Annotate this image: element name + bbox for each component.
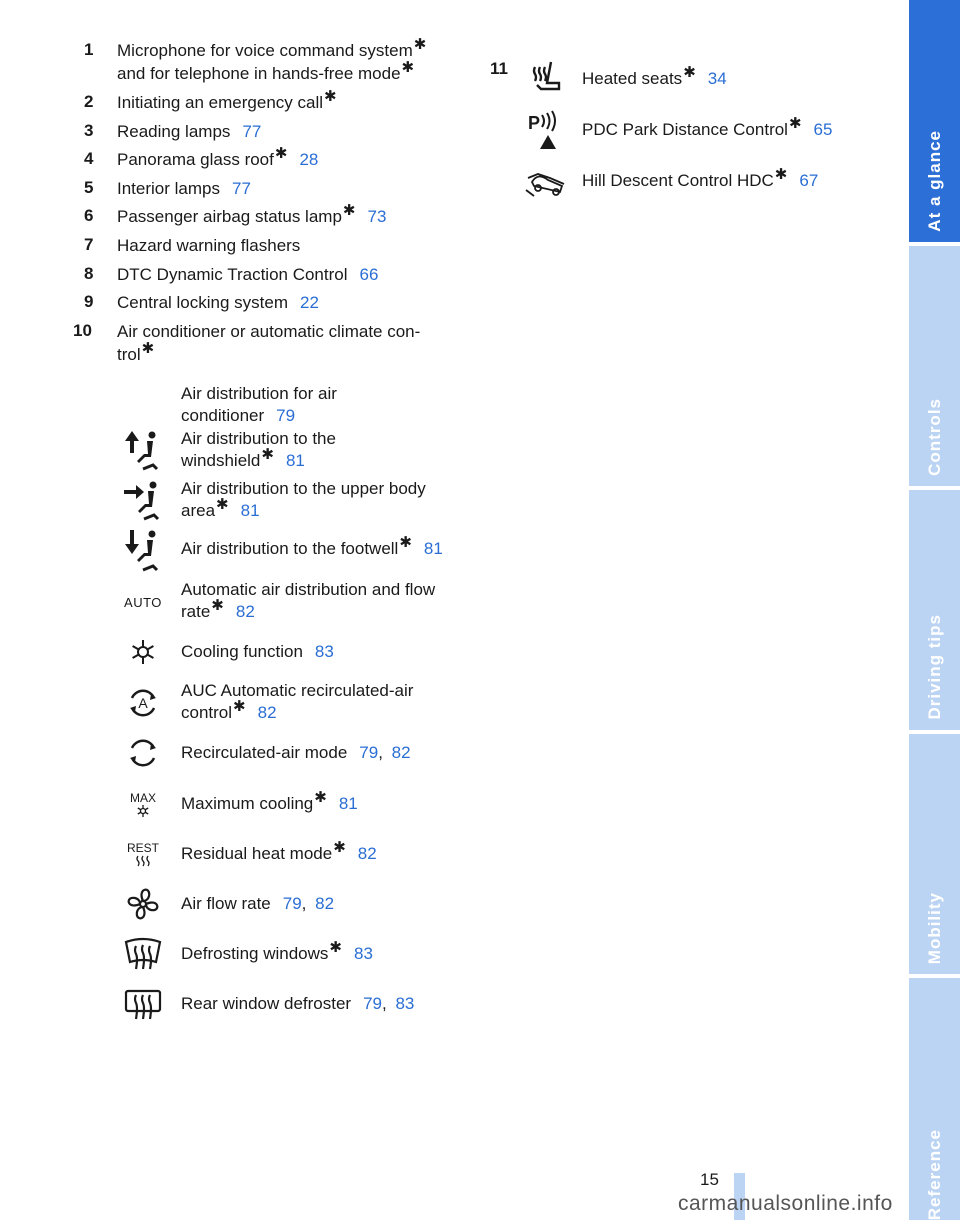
tab-reference[interactable]: Reference (909, 978, 960, 1220)
page-ref-link[interactable]: 79 (276, 406, 296, 425)
air-footwell-icon (116, 528, 170, 574)
tab-at-a-glance[interactable]: At a glance (909, 0, 960, 242)
page-ref-link[interactable]: 77 (242, 122, 262, 141)
page-ref-link[interactable]: 79 (359, 743, 379, 762)
symbol-description: Recirculated-air mode 79, 82 (181, 743, 411, 762)
item-number: 3 (84, 121, 94, 140)
item-number: 4 (84, 149, 94, 168)
item-text: Panorama glass roof✱ 28 (117, 145, 319, 169)
symbol-description: Defrosting windows✱ 83 (181, 939, 373, 963)
page-ref-link[interactable]: 79 (363, 994, 382, 1013)
hdc-icon (518, 158, 574, 204)
page-ref-link[interactable]: 83 (314, 642, 334, 661)
auc-icon (116, 680, 170, 726)
item-number: 7 (84, 235, 94, 254)
item-text: and for telephone in hands-free mode✱ (117, 59, 415, 83)
svg-text:P: P (528, 113, 541, 133)
page-ref-link[interactable]: 82 (315, 894, 335, 913)
item-number: 5 (84, 178, 94, 197)
item-text: Hazard warning flashers (117, 236, 301, 255)
item-number: 11 (490, 59, 508, 78)
item-text: Microphone for voice command system✱ (117, 36, 427, 60)
item-number: 10 (73, 321, 92, 340)
svg-text:A: A (138, 695, 148, 711)
page-ref-link[interactable]: 77 (231, 179, 251, 198)
item-text: trol✱ (117, 340, 155, 364)
fan-icon (116, 881, 170, 927)
tab-mobility[interactable]: Mobility (909, 734, 960, 974)
page-number: 15 (700, 1170, 719, 1189)
page-ref-link[interactable]: 28 (299, 150, 319, 169)
heated-seat-icon (518, 56, 574, 102)
item-text: DTC Dynamic Traction Control 66 (117, 265, 379, 284)
item-text: Initiating an emergency call✱ (117, 88, 337, 112)
symbol-description: Rear window defroster 79, 83 (181, 994, 415, 1013)
item-text: Reading lamps 77 (117, 122, 262, 141)
page-ref-link[interactable]: 73 (367, 207, 387, 226)
symbol-description: AUC Automatic recirculated-air control✱ 82 (181, 681, 414, 722)
page-ref-link[interactable]: 82 (357, 844, 377, 863)
page-ref-link[interactable]: 82 (257, 703, 277, 722)
symbol-description: Air flow rate 79, 82 (181, 894, 335, 913)
symbol-description: Residual heat mode✱ 82 (181, 839, 377, 863)
item-text: Air conditioner or automatic climate con- (117, 322, 421, 341)
symbol-description: Maximum cooling✱ 81 (181, 789, 358, 813)
watermark: carmanualsonline.info (678, 1192, 893, 1215)
symbol-description: Automatic air distribution and flow rate✱ 82 (181, 580, 436, 621)
tab-driving-tips[interactable]: Driving tips (909, 490, 960, 730)
item-text: Interior lamps 77 (117, 179, 251, 198)
item-text: Hill Descent Control HDC✱ 67 (582, 166, 819, 190)
tab-controls[interactable]: Controls (909, 246, 960, 486)
item-number: 1 (84, 40, 94, 59)
rest-icon: REST (116, 831, 170, 877)
snowflake-icon (116, 629, 170, 675)
page-ref-link[interactable]: 34 (707, 69, 727, 88)
page-ref-link[interactable]: 81 (240, 501, 260, 520)
symbol-description: Air distribution for air conditioner 79 (181, 384, 337, 425)
section-sidebar (909, 0, 960, 1220)
defrost-rear-icon (116, 981, 170, 1027)
page-ref-link[interactable]: 82 (235, 602, 255, 621)
item-number: 6 (84, 206, 94, 225)
item-text: Heated seats✱ 34 (582, 64, 727, 88)
item-text: Passenger airbag status lamp✱ 73 (117, 202, 387, 226)
page-ref-link[interactable]: 22 (300, 293, 319, 312)
page-ref-link[interactable]: 81 (338, 794, 358, 813)
item-text: PDC Park Distance Control✱ 65 (582, 115, 833, 139)
item-text: Central locking system 22 (117, 293, 319, 312)
item-number: 8 (84, 264, 94, 283)
page-ref-link[interactable]: 65 (813, 120, 833, 139)
item-number: 9 (84, 292, 94, 311)
symbol-description: Air distribution to the upper body area✱ 81 (181, 479, 426, 520)
recirculation-icon (116, 730, 170, 776)
symbol-description: Air distribution to the footwell✱ 81 (181, 534, 443, 558)
auto-icon: AUTO (124, 594, 162, 610)
air-upper-body-icon (116, 478, 170, 524)
page-ref-link[interactable]: 82 (391, 743, 411, 762)
air-windshield-icon (116, 428, 170, 474)
page-ref-link[interactable]: 83 (395, 994, 415, 1013)
defrost-front-icon (116, 931, 170, 977)
page-ref-link[interactable]: 83 (353, 944, 373, 963)
page-ref-link[interactable]: 81 (285, 451, 305, 470)
page-ref-link[interactable]: 67 (799, 171, 819, 190)
pdc-icon (518, 107, 574, 153)
page-ref-link[interactable]: 79 (282, 894, 302, 913)
item-number: 2 (84, 92, 94, 111)
symbol-description: Cooling function 83 (181, 642, 334, 661)
symbol-description: Air distribution to the windshield✱ 81 (181, 429, 336, 470)
page-ref-link[interactable]: 66 (359, 265, 379, 284)
page-ref-link[interactable]: 81 (423, 539, 443, 558)
max-cooling-icon: MAX (116, 781, 170, 827)
